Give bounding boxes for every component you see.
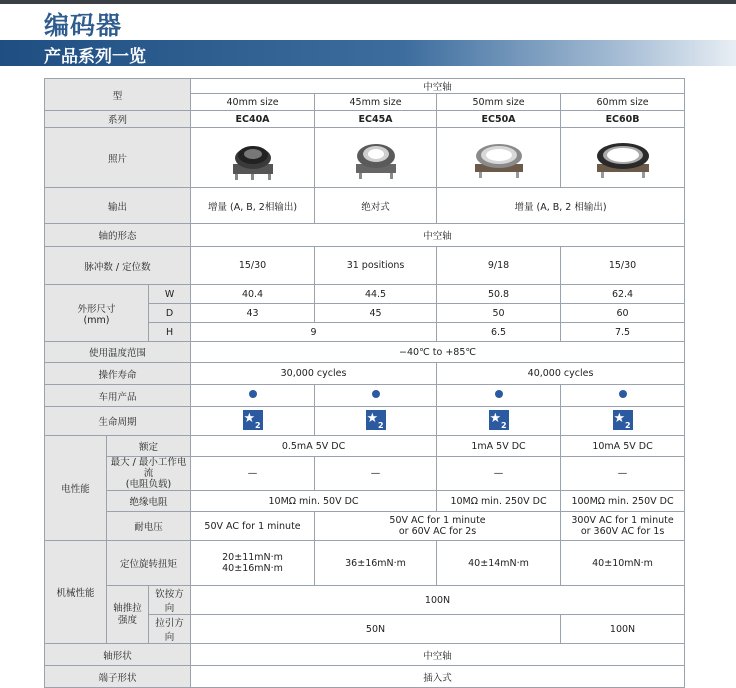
dim-d-value: 43 [191,304,315,323]
push-pull-label: 轴推拉 强度 [107,586,149,644]
terminal-label: 端子形状 [45,666,191,688]
top-rule [0,0,736,4]
insulation-value: 10MΩ min. 50V DC [191,491,437,512]
dim-w-value: 44.5 [315,285,437,304]
shaft-shape-label: 轴形状 [45,644,191,666]
dim-h-value: 6.5 [437,323,561,342]
dim-d-value: 60 [561,304,685,323]
pulses-value: 9/18 [437,247,561,285]
shaft-form-value: 中空轴 [191,224,685,247]
auto-mark [437,385,561,407]
withstand-value: 50V AC for 1 minute or 60V AC for 2s [315,512,561,541]
minmax-value: — [315,457,437,491]
encoder-photo [350,134,402,182]
lifecycle-star-icon: ★ 2 [613,410,631,430]
size-header: 50mm size [437,94,561,111]
torque-value: 36±16mN·m [315,541,437,586]
dim-w-value: 40.4 [191,285,315,304]
spec-table [44,78,685,688]
mechanical-label: 机械性能 [45,541,107,644]
page-title: 编码器 [44,11,123,40]
page-subtitle: 产品系列一览 [44,47,146,67]
photo-ec50a [437,128,561,188]
insulation-value: 100MΩ min. 250V DC [561,491,685,512]
series-label: 系列 [45,111,191,128]
photo-ec45a [315,128,437,188]
rated-value: 10mA 5V DC [561,436,685,457]
series-value: EC45A [315,111,437,128]
push-label: 钦按方向 [149,586,191,615]
rated-value: 0.5mA 5V DC [191,436,437,457]
dim-w-label: W [149,285,191,304]
temp-label: 使用温度范围 [45,342,191,363]
encoder-photo [591,134,655,182]
insulation-value: 10MΩ min. 250V DC [437,491,561,512]
dim-d-label: D [149,304,191,323]
push-value: 100N [191,586,685,615]
auto-mark [315,385,437,407]
life-label: 操作寿命 [45,363,191,385]
lifecycle-mark [315,407,437,436]
type-header: 型 [45,79,191,111]
minmax-value: — [191,457,315,491]
insulation-label: 绝缘电阻 [107,491,191,512]
lifecycle-label: 生命周期 [45,407,191,436]
dot-icon [619,390,627,398]
dimensions-label: 外形尺寸 (mm) [45,285,149,342]
series-value: EC60B [561,111,685,128]
minmax-value: — [561,457,685,491]
torque-label: 定位旋转扭矩 [107,541,191,586]
size-header: 60mm size [561,94,685,111]
minmax-value: — [437,457,561,491]
life-value: 40,000 cycles [437,363,685,385]
lifecycle-mark [437,407,561,436]
auto-mark [191,385,315,407]
output-value: 绝对式 [315,188,437,224]
photo-ec60b [561,128,685,188]
pulses-value: 31 positions [315,247,437,285]
dim-d-value: 45 [315,304,437,323]
torque-value: 40±14mN·m [437,541,561,586]
rated-value: 1mA 5V DC [437,436,561,457]
withstand-label: 耐电压 [107,512,191,541]
output-value: 增量 (A, B, 2 相输出) [437,188,685,224]
shaft-shape-value: 中空轴 [191,644,685,666]
size-header: 45mm size [315,94,437,111]
series-value: EC50A [437,111,561,128]
minmax-label: 最大 / 最小工作电流 (电阻负载) [107,457,191,491]
terminal-value: 插入式 [191,666,685,688]
pulses-label: 脉冲数 / 定位数 [45,247,191,285]
torque-value: 40±10mN·m [561,541,685,586]
size-header: 40mm size [191,94,315,111]
lifecycle-star-icon: ★ 2 [366,410,384,430]
photo-ec40a [191,128,315,188]
auto-label: 车用产品 [45,385,191,407]
dim-w-value: 50.8 [437,285,561,304]
withstand-value: 50V AC for 1 minute [191,512,315,541]
dim-d-value: 50 [437,304,561,323]
pulses-value: 15/30 [191,247,315,285]
dot-icon [495,390,503,398]
temp-value: −40℃ to +85℃ [191,342,685,363]
pull-value: 100N [561,615,685,644]
dim-w-value: 62.4 [561,285,685,304]
pull-label: 拉引方向 [149,615,191,644]
electrical-label: 电性能 [45,436,107,541]
dim-h-label: H [149,323,191,342]
life-value: 30,000 cycles [191,363,437,385]
torque-value: 20±11mN·m 40±16mN·m [191,541,315,586]
dim-h-value: 9 [191,323,437,342]
lifecycle-star-icon: ★ 2 [243,410,261,430]
lifecycle-mark [191,407,315,436]
lifecycle-mark [561,407,685,436]
dot-icon [372,390,380,398]
encoder-photo [227,134,279,182]
shaft-form-label: 轴的形态 [45,224,191,247]
rated-label: 额定 [107,436,191,457]
output-label: 输出 [45,188,191,224]
hollow-shaft-header: 中空轴 [191,79,685,94]
photo-label: 照片 [45,128,191,188]
pull-value: 50N [191,615,561,644]
dot-icon [249,390,257,398]
encoder-photo [469,134,529,182]
auto-mark [561,385,685,407]
series-value: EC40A [191,111,315,128]
output-value: 增量 (A, B, 2相输出) [191,188,315,224]
pulses-value: 15/30 [561,247,685,285]
dim-h-value: 7.5 [561,323,685,342]
lifecycle-star-icon: ★ 2 [489,410,507,430]
withstand-value: 300V AC for 1 minute or 360V AC for 1s [561,512,685,541]
